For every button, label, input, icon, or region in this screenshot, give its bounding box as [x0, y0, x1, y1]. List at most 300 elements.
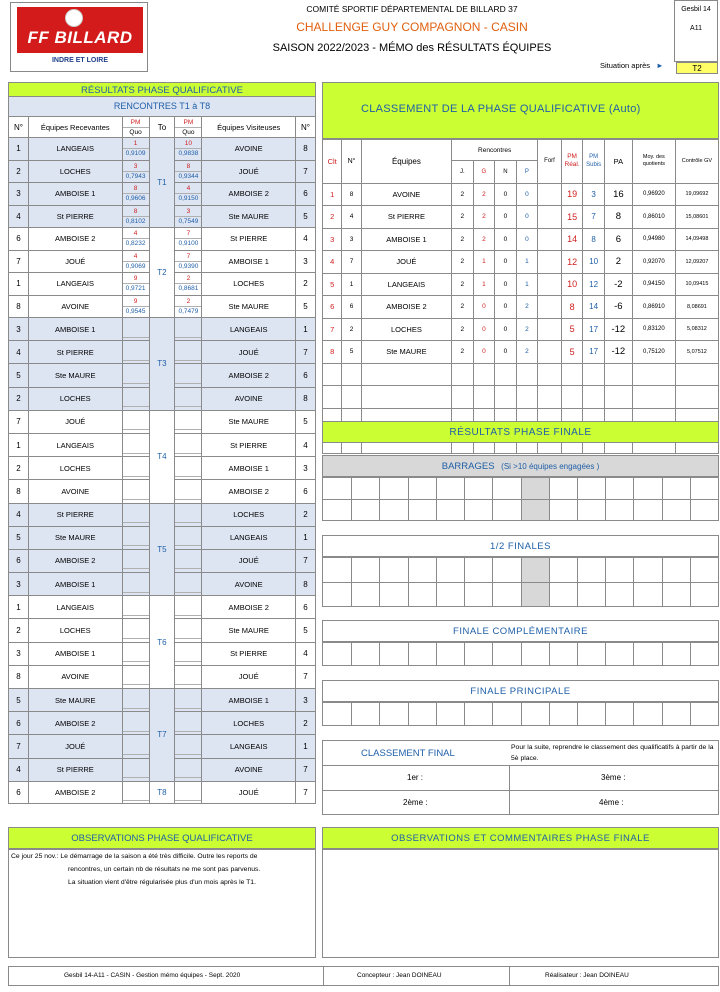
rank-moy: 0,94980 — [632, 228, 675, 251]
home-team: AMBOISE 1 — [28, 642, 122, 665]
rank-nn: 0 — [495, 183, 517, 206]
home-team: LANGEAIS — [28, 433, 122, 456]
rank-j: 2 — [452, 206, 474, 229]
away-pm — [175, 712, 202, 735]
semis-band — [322, 535, 719, 557]
home-team: AMBOISE 1 — [28, 573, 122, 596]
rank-pm: 10 — [561, 273, 583, 296]
away-pm: 2 0,8681 — [175, 273, 202, 296]
away-pm — [175, 596, 202, 619]
home-num: 2 — [9, 457, 29, 480]
obs-final-box — [322, 849, 719, 958]
away-team: St PIERRE — [202, 642, 296, 665]
home-num: 1 — [9, 138, 29, 161]
home-pm — [122, 480, 149, 503]
rank-pa: -12 — [604, 318, 632, 341]
home-pm — [122, 410, 149, 433]
rank-moy — [632, 363, 675, 386]
home-team: Ste MAURE — [28, 364, 122, 387]
rank-pa: 2 — [604, 251, 632, 274]
place-2: 2ème : — [403, 798, 428, 807]
rank-pms: 8 — [583, 228, 605, 251]
home-num: 8 — [9, 295, 29, 318]
h-rencontres: Rencontres — [452, 140, 538, 161]
rank-p: 0 — [516, 183, 538, 206]
rank-pa — [604, 386, 632, 409]
rank-n: 3 — [342, 228, 361, 251]
away-pm — [175, 433, 202, 456]
rank-nn: 0 — [495, 273, 517, 296]
away-team: AMBOISE 2 — [202, 364, 296, 387]
rank-p: 2 — [516, 318, 538, 341]
rank-pm: 8 — [561, 296, 583, 319]
rank-nn: 0 — [495, 296, 517, 319]
home-pm — [122, 758, 149, 781]
away-pm — [175, 781, 202, 803]
away-num: 8 — [296, 573, 316, 596]
rank-pa: -6 — [604, 296, 632, 319]
rank-pms: 7 — [583, 206, 605, 229]
home-num: 1 — [9, 273, 29, 296]
rank-pa — [604, 363, 632, 386]
home-team: St PIERRE — [28, 758, 122, 781]
rank-moy: 0,83120 — [632, 318, 675, 341]
h-moy: Moy. des quotients — [632, 140, 675, 184]
away-num: 8 — [296, 387, 316, 410]
rank-forf — [538, 251, 562, 274]
table-row — [9, 689, 316, 712]
home-num: 4 — [9, 758, 29, 781]
rank-p: 1 — [516, 251, 538, 274]
rank-gv: 19,09692 — [675, 183, 718, 206]
col-tour: To — [149, 117, 175, 138]
away-num: 2 — [296, 503, 316, 526]
away-team: JOUÉ — [202, 665, 296, 688]
rank-clt: 8 — [323, 341, 342, 364]
rank-nn — [495, 386, 517, 409]
home-num: 7 — [9, 410, 29, 433]
rank-forf — [538, 386, 562, 409]
away-num: 1 — [296, 735, 316, 758]
away-num: 5 — [296, 295, 316, 318]
rank-team: AMBOISE 2 — [361, 296, 451, 319]
home-team: LOCHES — [28, 160, 122, 183]
rank-pms — [583, 363, 605, 386]
finals-title: RÉSULTATS PHASE FINALE — [322, 421, 719, 443]
classement-final-title: CLASSEMENT FINAL — [361, 748, 455, 759]
semis-title: 1/2 FINALES — [490, 541, 551, 552]
rank-j: 2 — [452, 341, 474, 364]
rank-p: 0 — [516, 206, 538, 229]
obs-qual-box — [8, 849, 316, 958]
away-pm: 4 0,9150 — [175, 183, 202, 206]
table-row — [323, 341, 719, 364]
footer-left: Gesbil 14-A11 - CASIN - Gestion mémo équipes - Sept. 2020 — [64, 972, 241, 979]
home-num: 6 — [9, 781, 29, 803]
tour-label: T4 — [149, 410, 175, 503]
place-1: 1er : — [407, 773, 424, 782]
home-num: 2 — [9, 619, 29, 642]
rank-g — [473, 386, 495, 409]
rank-nn — [495, 363, 517, 386]
col-home: Équipes Recevantes — [28, 117, 122, 138]
home-team: AMBOISE 1 — [28, 183, 122, 206]
col-pm-home: PM Quo — [122, 117, 149, 138]
away-team: JOUÉ — [202, 781, 296, 803]
away-pm — [175, 689, 202, 712]
away-pm — [175, 364, 202, 387]
home-pm: 3 0,7943 — [122, 160, 149, 183]
home-pm — [122, 735, 149, 758]
home-num: 3 — [9, 642, 29, 665]
away-team: JOUÉ — [202, 549, 296, 572]
rank-forf — [538, 228, 562, 251]
rank-forf — [538, 341, 562, 364]
home-num: 3 — [9, 573, 29, 596]
rank-moy: 0,86010 — [632, 206, 675, 229]
away-pm — [175, 526, 202, 549]
rank-p: 2 — [516, 341, 538, 364]
home-team: LOCHES — [28, 387, 122, 410]
rank-pms: 17 — [583, 341, 605, 364]
rank-gv — [675, 363, 718, 386]
home-pm: 1 0,9109 — [122, 138, 149, 161]
home-pm — [122, 642, 149, 665]
home-pm — [122, 665, 149, 688]
home-num: 2 — [9, 160, 29, 183]
rank-forf — [538, 363, 562, 386]
rank-forf — [538, 206, 562, 229]
rank-team: St PIERRE — [361, 206, 451, 229]
committee-name: COMITÉ SPORTIF DÉPARTEMENTAL DE BILLARD 37 — [306, 4, 518, 14]
billiard-ball-icon — [65, 9, 83, 27]
ranking-title-band — [322, 82, 719, 139]
home-num: 6 — [9, 712, 29, 735]
home-pm — [122, 387, 149, 410]
rank-g: 0 — [473, 318, 495, 341]
obs-final-title: OBSERVATIONS ET COMMENTAIRES PHASE FINALE — [322, 827, 719, 849]
rank-j: 2 — [452, 228, 474, 251]
rank-nn: 0 — [495, 341, 517, 364]
rank-forf — [538, 296, 562, 319]
rank-gv: 12,09207 — [675, 251, 718, 274]
home-pm — [122, 712, 149, 735]
h-g: G — [473, 161, 495, 184]
away-team: AVOINE — [202, 758, 296, 781]
rank-pms: 3 — [583, 183, 605, 206]
home-pm — [122, 341, 149, 364]
home-team: LOCHES — [28, 619, 122, 642]
results-table — [8, 116, 316, 804]
away-pm: 8 0,9344 — [175, 160, 202, 183]
rank-clt: 3 — [323, 228, 342, 251]
home-team: JOUÉ — [28, 735, 122, 758]
home-num: 4 — [9, 341, 29, 364]
away-team: LANGEAIS — [202, 526, 296, 549]
rank-team: LOCHES — [361, 318, 451, 341]
away-num: 3 — [296, 457, 316, 480]
table-row — [9, 318, 316, 341]
rank-p: 1 — [516, 273, 538, 296]
rank-n — [342, 386, 361, 409]
away-num: 6 — [296, 596, 316, 619]
home-num: 2 — [9, 387, 29, 410]
home-pm — [122, 433, 149, 456]
col-num-home: N° — [9, 117, 29, 138]
rank-g: 2 — [473, 206, 495, 229]
table-row — [323, 363, 719, 386]
away-pm — [175, 387, 202, 410]
tour-label: T5 — [149, 503, 175, 596]
home-team: AMBOISE 2 — [28, 228, 122, 251]
home-num: 5 — [9, 364, 29, 387]
rank-nn: 0 — [495, 228, 517, 251]
rank-p — [516, 386, 538, 409]
rank-forf — [538, 183, 562, 206]
home-pm — [122, 596, 149, 619]
home-num: 7 — [9, 735, 29, 758]
home-team: AMBOISE 2 — [28, 712, 122, 735]
away-team: LOCHES — [202, 273, 296, 296]
challenge-title: CHALLENGE GUY COMPAGNON - CASIN — [296, 20, 528, 34]
logo-subtitle: INDRE ET LOIRE — [51, 57, 108, 64]
rank-n: 7 — [342, 251, 361, 274]
home-team: LANGEAIS — [28, 596, 122, 619]
rank-gv: 15,08601 — [675, 206, 718, 229]
away-num: 7 — [296, 758, 316, 781]
rank-pms — [583, 386, 605, 409]
home-team: Ste MAURE — [28, 526, 122, 549]
rank-g: 0 — [473, 296, 495, 319]
away-pm — [175, 573, 202, 596]
semis-grid — [322, 557, 719, 607]
h-clt: Clt — [323, 140, 342, 184]
away-pm: 2 0,7479 — [175, 295, 202, 318]
home-team: JOUÉ — [28, 250, 122, 273]
home-pm: 4 0,9069 — [122, 250, 149, 273]
rank-gv: 5,07512 — [675, 341, 718, 364]
rank-g: 1 — [473, 273, 495, 296]
col-pm-away: PM Quo — [175, 117, 202, 138]
away-team: AMBOISE 2 — [202, 596, 296, 619]
rank-team: AVOINE — [361, 183, 451, 206]
situation-label: Situation après ► — [600, 61, 664, 70]
classement-final-box — [322, 740, 719, 815]
tour-label: T2 — [149, 228, 175, 318]
away-pm: 10 0,9838 — [175, 138, 202, 161]
rank-gv: 10,09415 — [675, 273, 718, 296]
table-row — [323, 206, 719, 229]
away-num: 2 — [296, 712, 316, 735]
h-p: P — [516, 161, 538, 184]
h-num: N° — [342, 140, 361, 184]
away-pm — [175, 503, 202, 526]
rank-p: 0 — [516, 228, 538, 251]
away-team: AMBOISE 1 — [202, 250, 296, 273]
tour-label: T3 — [149, 318, 175, 411]
complementaire-title: FINALE COMPLÉMENTAIRE — [453, 626, 588, 637]
code-1: Gesbil 14 — [681, 6, 711, 13]
home-pm — [122, 689, 149, 712]
rank-team: AMBOISE 1 — [361, 228, 451, 251]
home-team: AMBOISE 1 — [28, 318, 122, 341]
rank-team: Ste MAURE — [361, 341, 451, 364]
principale-title: FINALE PRINCIPALE — [470, 686, 571, 697]
rank-g: 1 — [473, 251, 495, 274]
away-num: 3 — [296, 689, 316, 712]
ranking-table — [322, 139, 719, 454]
tour-label: T1 — [149, 138, 175, 228]
place-3: 3ème : — [601, 773, 626, 782]
rank-team: LANGEAIS — [361, 273, 451, 296]
footer — [8, 966, 719, 986]
home-team: Ste MAURE — [28, 689, 122, 712]
complementaire-band — [322, 620, 719, 642]
tour-label: T8 — [149, 781, 175, 803]
rank-pm: 5 — [561, 318, 583, 341]
away-pm — [175, 318, 202, 341]
rank-clt: 2 — [323, 206, 342, 229]
home-team: AVOINE — [28, 480, 122, 503]
rank-pa: 8 — [604, 206, 632, 229]
home-pm — [122, 619, 149, 642]
home-num: 5 — [9, 526, 29, 549]
away-pm — [175, 549, 202, 572]
away-team: LOCHES — [202, 712, 296, 735]
rank-pa: -12 — [604, 341, 632, 364]
away-num: 1 — [296, 318, 316, 341]
home-num: 5 — [9, 689, 29, 712]
home-num: 4 — [9, 205, 29, 228]
season-title: SAISON 2022/2023 - MÉMO des RÉSULTATS ÉQUIPES — [272, 42, 552, 54]
away-pm: 7 0,9100 — [175, 228, 202, 251]
table-row — [323, 183, 719, 206]
rank-j: 2 — [452, 318, 474, 341]
home-num: 3 — [9, 318, 29, 341]
home-num: 6 — [9, 549, 29, 572]
away-num: 1 — [296, 526, 316, 549]
rank-n: 2 — [342, 318, 361, 341]
away-team: Ste MAURE — [202, 619, 296, 642]
away-num: 7 — [296, 160, 316, 183]
home-num: 7 — [9, 250, 29, 273]
rank-pms: 14 — [583, 296, 605, 319]
rank-pm: 15 — [561, 206, 583, 229]
place-4: 4ème : — [599, 798, 624, 807]
away-num: 6 — [296, 480, 316, 503]
situation-value: T2 — [676, 62, 718, 74]
code-2: A11 — [690, 25, 702, 32]
table-row — [323, 296, 719, 319]
rank-pms: 10 — [583, 251, 605, 274]
rank-pa: -2 — [604, 273, 632, 296]
away-num: 4 — [296, 433, 316, 456]
away-team: JOUÉ — [202, 160, 296, 183]
rank-gv: 5,08312 — [675, 318, 718, 341]
away-team: Ste MAURE — [202, 205, 296, 228]
home-team: AMBOISE 2 — [28, 549, 122, 572]
home-num: 1 — [9, 433, 29, 456]
away-team: Ste MAURE — [202, 410, 296, 433]
results-title: RÉSULTATS PHASE QUALIFICATIVE — [8, 82, 316, 97]
rank-pm: 14 — [561, 228, 583, 251]
rank-j — [452, 363, 474, 386]
table-row — [9, 138, 316, 161]
rank-n: 5 — [342, 341, 361, 364]
table-row — [323, 251, 719, 274]
away-team: AMBOISE 2 — [202, 480, 296, 503]
rank-moy: 0,75120 — [632, 341, 675, 364]
rank-pms: 17 — [583, 318, 605, 341]
h-j: J. — [452, 161, 474, 184]
rank-nn: 0 — [495, 251, 517, 274]
rank-j: 2 — [452, 273, 474, 296]
table-row — [323, 386, 719, 409]
rank-nn: 0 — [495, 318, 517, 341]
table-row — [323, 273, 719, 296]
rank-clt — [323, 363, 342, 386]
away-team: AMBOISE 2 — [202, 183, 296, 206]
rank-team: JOUÉ — [361, 251, 451, 274]
away-team: St PIERRE — [202, 433, 296, 456]
home-team: St PIERRE — [28, 205, 122, 228]
rank-j: 2 — [452, 296, 474, 319]
rank-clt — [323, 386, 342, 409]
home-pm: 9 0,9721 — [122, 273, 149, 296]
complementaire-grid — [322, 642, 719, 666]
rank-g: 2 — [473, 183, 495, 206]
away-pm: 7 0,9390 — [175, 250, 202, 273]
obs-line-2: rencontres, un certain nb de résultats ne me sont pas parvenus. — [68, 866, 261, 873]
away-num: 7 — [296, 781, 316, 803]
home-pm — [122, 781, 149, 803]
away-team: LANGEAIS — [202, 318, 296, 341]
rank-moy: 0,96920 — [632, 183, 675, 206]
table-row — [9, 596, 316, 619]
home-pm: 8 0,9606 — [122, 183, 149, 206]
principale-band — [322, 680, 719, 702]
rank-n: 8 — [342, 183, 361, 206]
away-team: AVOINE — [202, 573, 296, 596]
home-team: LANGEAIS — [28, 273, 122, 296]
away-pm — [175, 341, 202, 364]
barrages-grid — [322, 477, 719, 521]
h-pm-real: PM Réal. — [561, 140, 583, 184]
home-pm: 8 0,8102 — [122, 205, 149, 228]
away-team: St PIERRE — [202, 228, 296, 251]
away-pm — [175, 457, 202, 480]
rank-moy — [632, 386, 675, 409]
col-num-away: N° — [296, 117, 316, 138]
away-pm — [175, 410, 202, 433]
away-pm — [175, 619, 202, 642]
home-team: AVOINE — [28, 295, 122, 318]
home-team: AVOINE — [28, 665, 122, 688]
away-num: 7 — [296, 341, 316, 364]
away-num: 7 — [296, 549, 316, 572]
home-team: St PIERRE — [28, 503, 122, 526]
home-num: 4 — [9, 503, 29, 526]
away-num: 7 — [296, 665, 316, 688]
arrow-right-icon: ► — [656, 61, 664, 70]
rank-pm: 5 — [561, 341, 583, 364]
rank-j: 2 — [452, 183, 474, 206]
principale-grid — [322, 702, 719, 726]
tour-label: T7 — [149, 689, 175, 782]
rank-forf — [538, 273, 562, 296]
away-pm — [175, 642, 202, 665]
rank-gv: 8,08691 — [675, 296, 718, 319]
